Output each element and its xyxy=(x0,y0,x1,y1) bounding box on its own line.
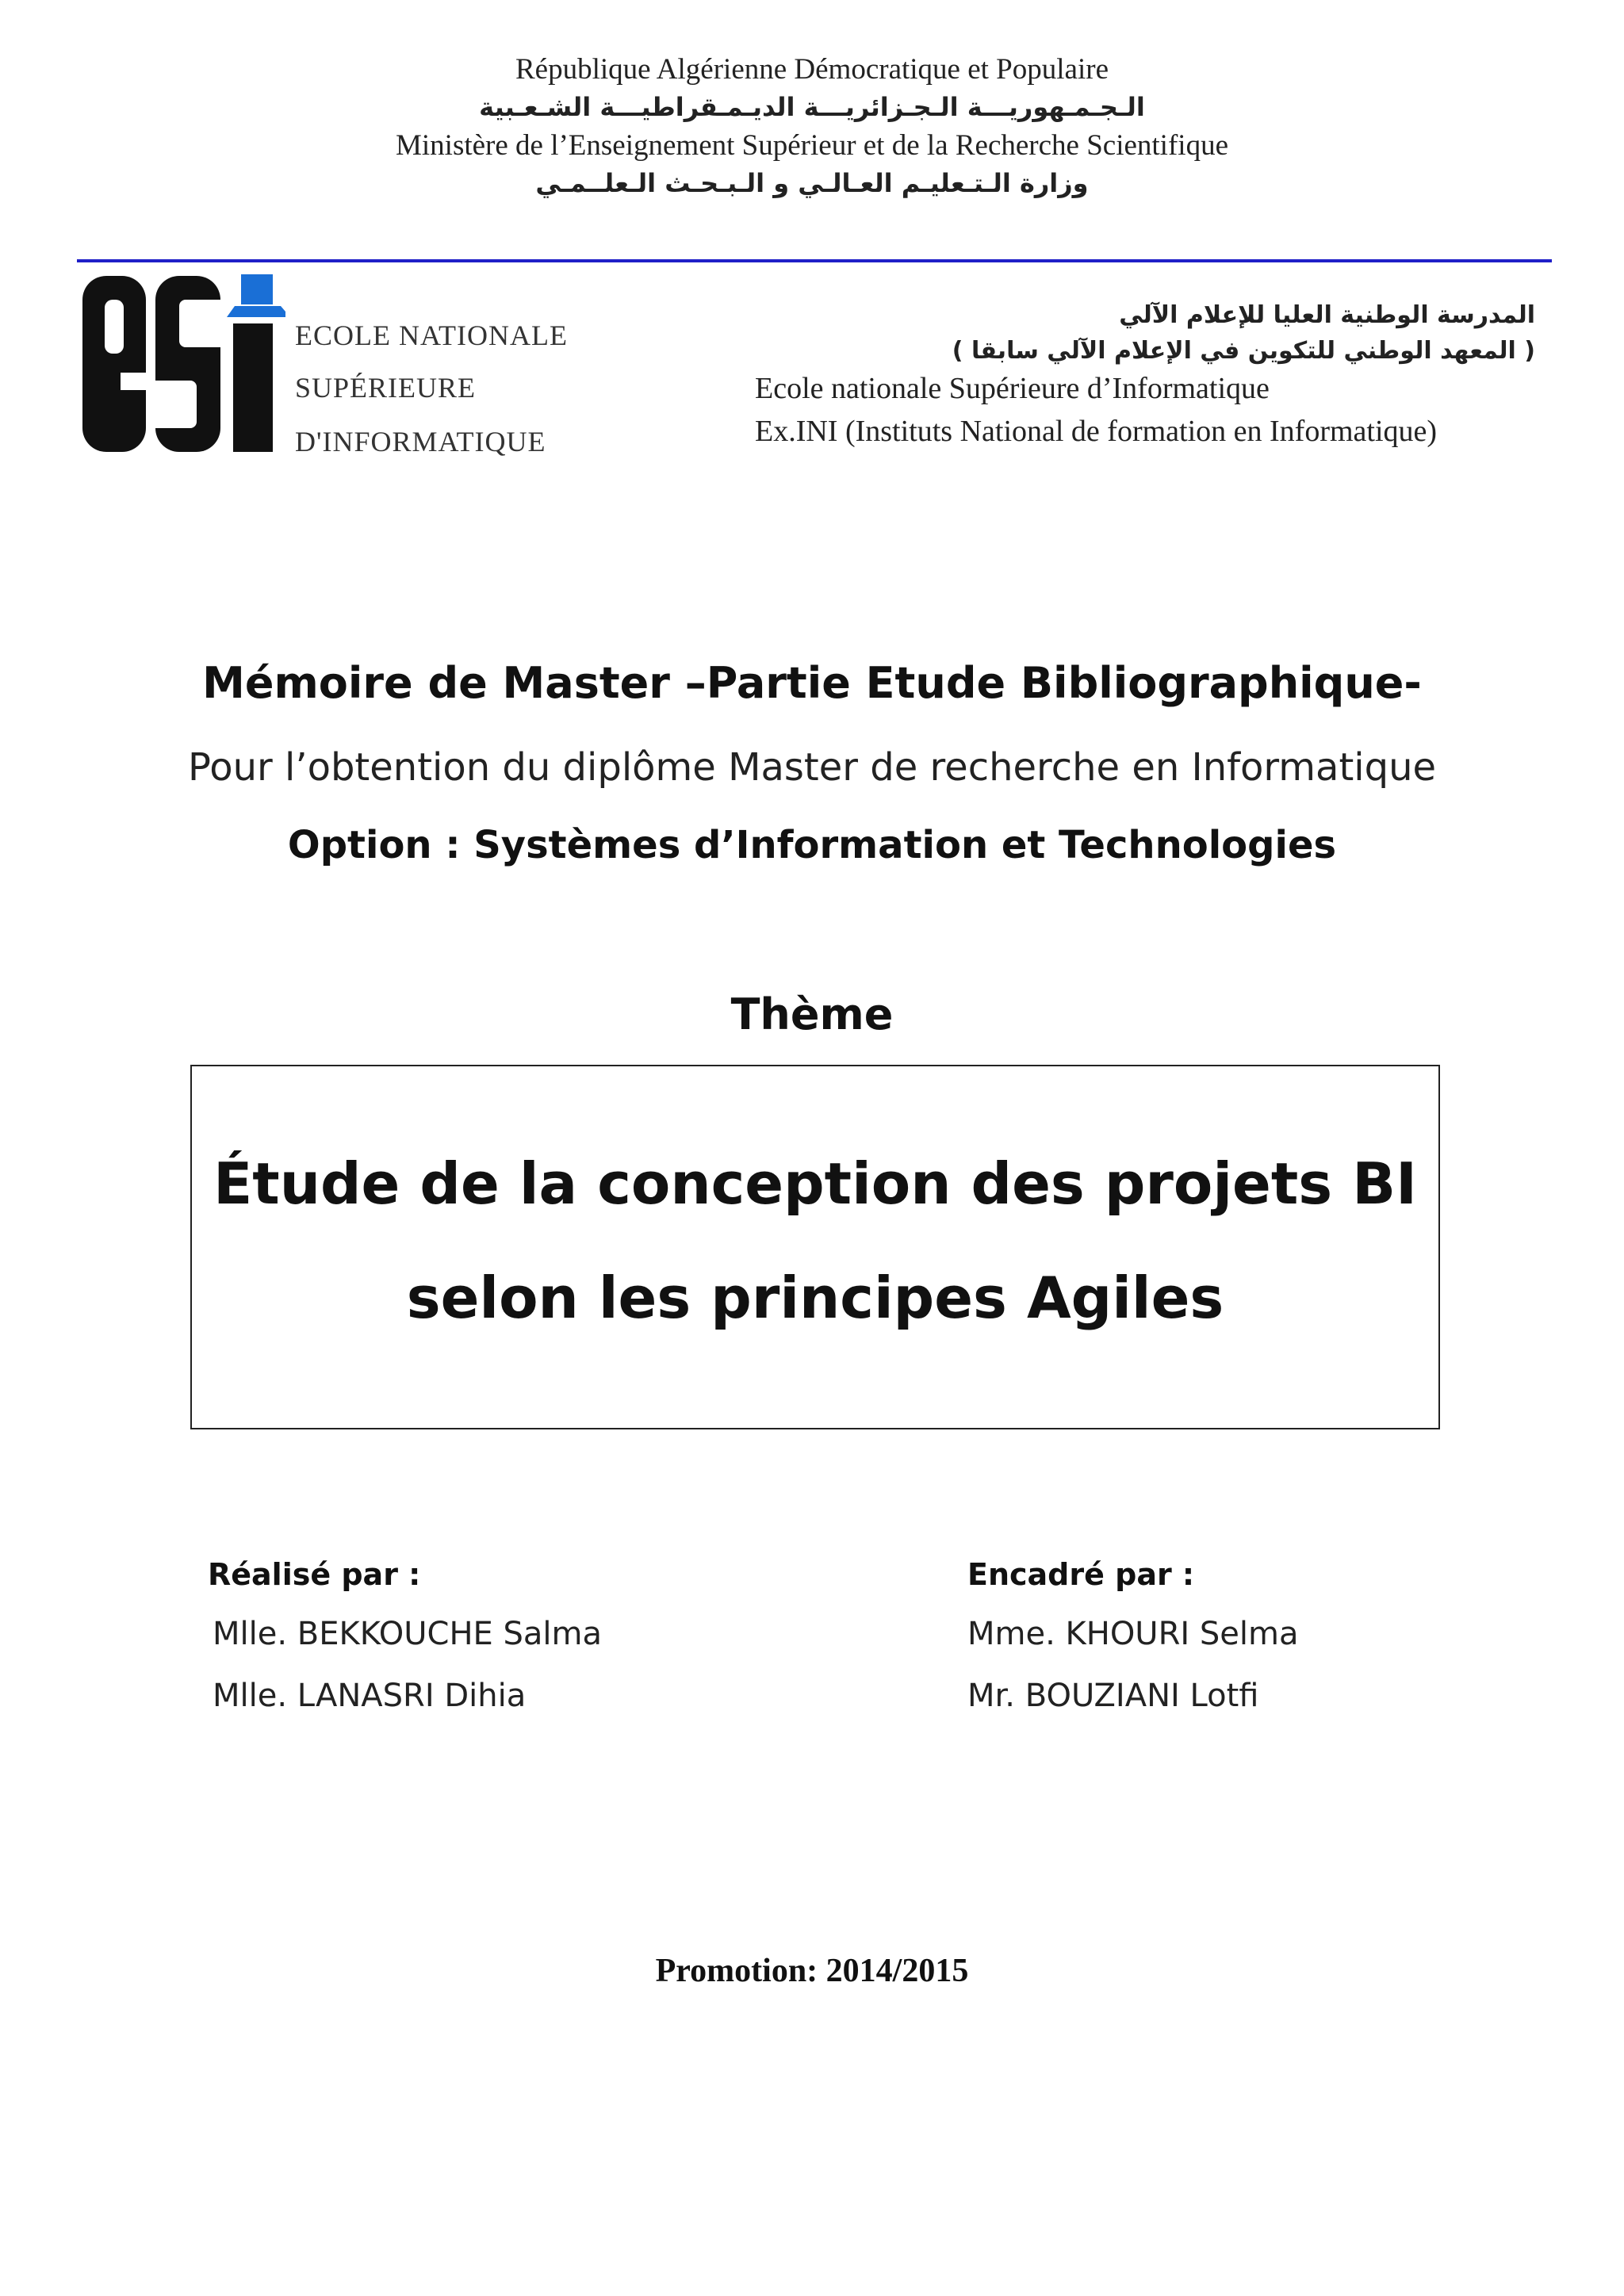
theme-line-1: Étude de la conception des projets BI xyxy=(213,1150,1417,1217)
republic-fr: République Algérienne Démocratique et Populaire xyxy=(515,53,1109,86)
authors-label: Réalisé par : xyxy=(208,1557,421,1592)
theme-label: Thème xyxy=(730,989,894,1039)
logo-text-line2: SUPÉRIEURE xyxy=(295,372,477,404)
theme-line-2: selon les principes Agiles xyxy=(406,1265,1224,1331)
esi-logo xyxy=(79,270,568,468)
thesis-option: Option : Systèmes d’Information et Technologies xyxy=(287,823,1337,867)
promotion: Promotion: 2014/2015 xyxy=(655,1953,969,1989)
esi-logo-icon xyxy=(79,270,285,460)
thesis-title: Mémoire de Master –Partie Etude Bibliographique- xyxy=(202,658,1422,708)
theme-box xyxy=(190,1065,1440,1429)
author-2: Mlle. LANASRI Dihia xyxy=(213,1678,527,1714)
school-name-ar: المدرسة الوطنية العليا للإعلام الآلي xyxy=(1119,301,1535,329)
supervisors-label: Encadré par : xyxy=(967,1557,1195,1592)
republic-ar: الـجـمـهوريـــة الـجـزائريـــة الديـمـقراطيـــة الشـعـبية xyxy=(479,92,1145,122)
thesis-subtitle: Pour l’obtention du diplôme Master de recherche en Informatique xyxy=(187,745,1437,790)
school-former-ar: ( المعهد الوطني للتكوين في الإعلام الآلي سابقا ) xyxy=(952,337,1535,365)
logo-text-line3: D'INFORMATIQUE xyxy=(295,426,546,457)
ministry-fr: Ministère de l’Enseignement Supérieur et de la Recherche Scientifique xyxy=(395,129,1228,162)
header-rule xyxy=(77,259,1552,262)
supervisor-1: Mme. KHOURI Selma xyxy=(967,1616,1299,1652)
ministry-ar: وزارة الـتـعليـم العـالـي و الـبـحـث الـعلــمـي xyxy=(535,168,1089,198)
school-name-fr: Ecole nationale Supérieure d’Informatique xyxy=(755,372,1270,405)
supervisor-2: Mr. BOUZIANI Lotfi xyxy=(967,1678,1259,1714)
author-1: Mlle. BEKKOUCHE Salma xyxy=(213,1616,603,1652)
school-former-fr: Ex.INI (Instituts National de formation en Informatique) xyxy=(755,415,1438,448)
logo-text-line1: ECOLE NATIONALE xyxy=(295,320,568,351)
